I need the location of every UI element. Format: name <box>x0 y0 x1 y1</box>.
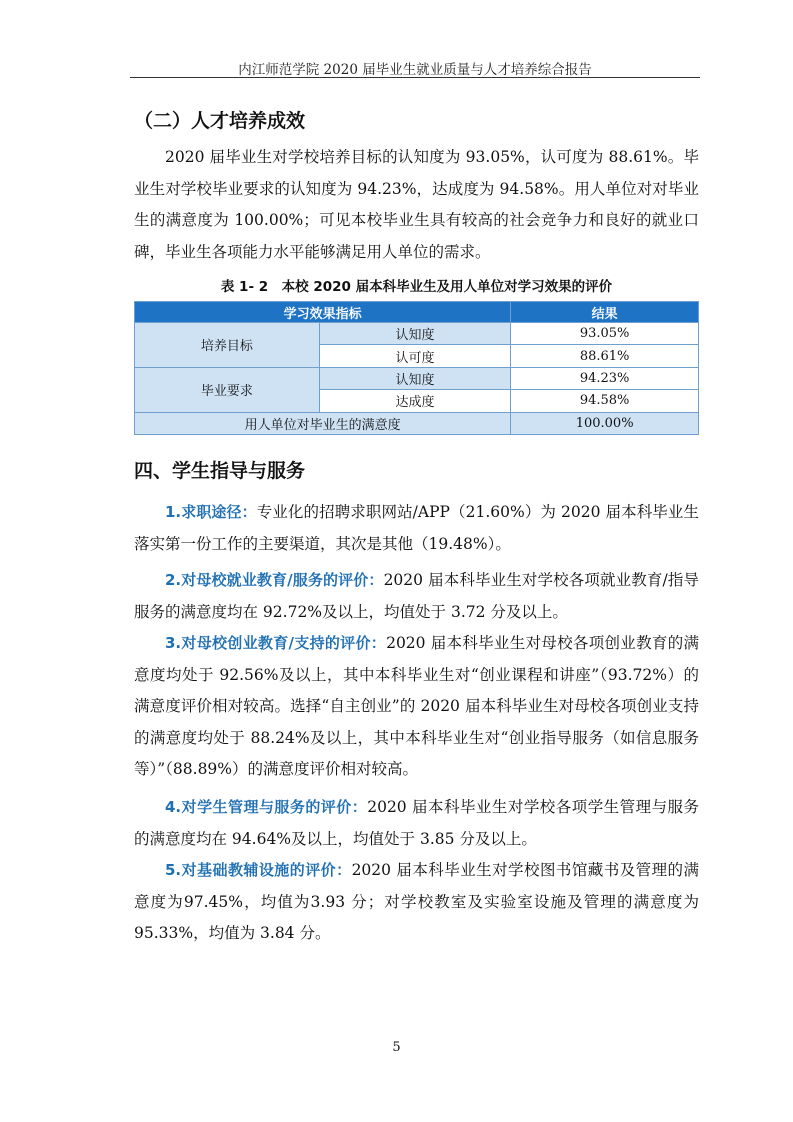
section-heading-student-guidance: 四、学生指导与服务 <box>134 460 306 482</box>
learning-effect-table <box>134 301 699 435</box>
guidance-item <box>134 855 699 950</box>
table-header-row <box>135 302 699 323</box>
guidance-item <box>134 792 699 855</box>
guidance-item-lead: 4.对学生管理与服务的评价： <box>165 798 368 816</box>
footer-item: 用人单位对毕业生的满意度 <box>135 412 511 434</box>
row-item: 认可度 <box>319 345 511 367</box>
table-header-indicator: 学习效果指标 <box>135 302 511 323</box>
row-item: 达成度 <box>319 390 511 412</box>
talent-training-paragraph: 2020 届毕业生对学校培养目标的认知度为 93.05%，认可度为 88.61%。毕业生对学校毕业要求的认知度为 94.23%，达成度为 94.58%。用人单位对对毕业生的满意度为 100.00%；可见本校毕业生具有较高的社会竞争力和良好的就业口碑，毕业生各项能力水平能够满足用人单位的需求。 <box>134 148 699 261</box>
table-caption: 表 1- 2 本校 2020 届本科毕业生及用人单位对学习效果的评价 <box>220 279 613 295</box>
guidance-item-text: 2020 届本科毕业生对学校各项就业教育/指导服务的满意度均在 92.72%及以上，均值处于 3.72 分及以上。 <box>134 571 699 621</box>
guidance-item-text: 专业化的招聘求职网站/APP（21.60%）为 2020 届本科毕业生落实第一份工作的主要渠道，其次是其他（19.48%）。 <box>134 503 699 553</box>
page-number: 5 <box>392 1040 401 1055</box>
group-name: 毕业要求 <box>135 367 320 412</box>
table-header-result: 结果 <box>511 302 699 323</box>
guidance-item-text: 2020 届本科毕业生对学校图书馆藏书及管理的满意度为97.45%，均值为3.93 分；对学校教室及实验室设施及管理的满意度为95.33%，均值为 3.84 分。 <box>134 861 700 942</box>
guidance-item-lead: 2.对母校就业教育/服务的评价： <box>165 571 384 589</box>
guidance-item <box>134 497 699 560</box>
section-heading-talent-training: （二）人才培养成效 <box>134 110 306 132</box>
row-value: 94.58% <box>511 390 699 412</box>
guidance-item-text: 2020 届本科毕业生对母校各项创业教育的满意度均处于 92.56%及以上，其中本科毕业生对“创业课程和讲座”（93.72%）的满意度评价相对较高。选择“自主创业”的 2020 届本科毕业生对母校各项创业支持的满意度均处于 88.24%及以上，其中本科毕业生对“创业指导服务（如信息服务等）”（88.89%）的满意度评价相对较高。 <box>134 634 699 778</box>
guidance-item <box>134 628 699 786</box>
header-divider <box>130 77 700 78</box>
row-item: 认知度 <box>319 367 511 389</box>
guidance-item-lead: 1.求职途径： <box>165 503 257 521</box>
row-value: 88.61% <box>511 345 699 367</box>
row-item: 认知度 <box>319 323 511 345</box>
table-row <box>135 367 699 389</box>
group-name: 培养目标 <box>135 323 320 368</box>
guidance-item-lead: 5.对基础教辅设施的评价： <box>165 861 352 879</box>
row-value: 93.05% <box>511 323 699 345</box>
guidance-item-lead: 3.对母校创业教育/支持的评价： <box>165 634 387 652</box>
table-row <box>135 412 699 434</box>
page-header: 内江师范学院 2020 届毕业生就业质量与人才培养综合报告 <box>238 62 592 78</box>
guidance-item-text: 2020 届本科毕业生对学校各项学生管理与服务的满意度均在 94.64%及以上，均值处于 3.85 分及以上。 <box>134 798 700 848</box>
guidance-item <box>134 565 699 628</box>
table-row <box>135 323 699 345</box>
footer-value: 100.00% <box>511 412 699 434</box>
row-value: 94.23% <box>511 367 699 389</box>
